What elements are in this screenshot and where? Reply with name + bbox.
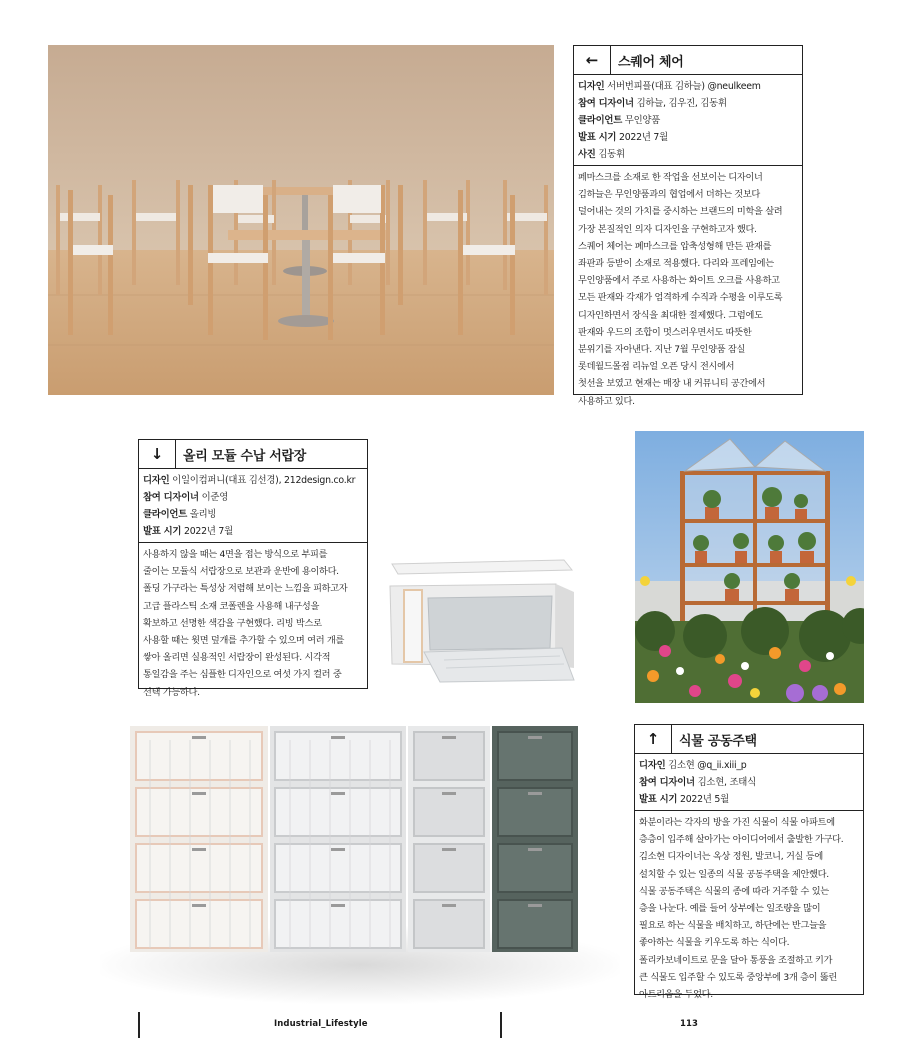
arrow-left-icon: ←: [574, 46, 611, 74]
body-line: 김하늘은 무인양품과의 협업에서 더하는 것보다: [578, 189, 760, 201]
credit-line: 발표 시기 2022년 7월: [578, 132, 668, 143]
box-header: [574, 46, 802, 75]
body-line: 김소현 디자이너는 옥상 정원, 발코니, 거실 등에: [639, 851, 823, 863]
body-line: 고급 플라스틱 소재 코폴렌을 사용해 내구성을: [143, 600, 320, 612]
credits: [635, 754, 863, 811]
credit-line: 참여 디자이너 김소현, 조태식: [639, 777, 756, 788]
body-line: 폴리카보네이트로 문을 달아 통풍을 조절하고 키가: [639, 954, 833, 966]
body-line: 사용할 때는 윗면 덮개를 추가할 수 있으며 여러 개를: [143, 635, 345, 647]
body-line: 설치할 수 있는 일종의 식물 공동주택을 제안했다.: [639, 868, 829, 880]
body-line: 필요로 하는 식물을 배치하고, 하단에는 반그늘을: [639, 920, 827, 932]
body-line: 분위기를 자아낸다. 지난 7월 무인양품 잠실: [578, 344, 746, 356]
olly-drawer-open-photo: [384, 556, 584, 684]
body-line: 무인양품에서 주로 사용하는 화이트 오크를 사용하고: [578, 275, 780, 287]
page-number: 113: [680, 1019, 699, 1029]
article-title: 식물 공동주택: [679, 733, 757, 749]
body-line: 폴딩 가구라는 특성상 저렴해 보이는 느낌을 피하고자: [143, 583, 348, 595]
body-line: 덜어내는 것의 가치를 중시하는 브랜드의 미학을 살려: [578, 206, 783, 218]
box-header: [139, 440, 367, 469]
body-line: 통일감을 주는 심플한 디자인으로 여섯 가지 컬러 중: [143, 669, 342, 681]
body-line: 화분이라는 각자의 방을 가진 식물이 식물 아파트에: [639, 817, 835, 828]
square-chair-photo: [48, 45, 554, 395]
article-title: 스퀘어 체어: [618, 54, 684, 70]
body-line: 페마스크를 소재로 한 작업을 선보이는 디자이너: [578, 172, 763, 183]
credit-line: 클라이언트 올리빙: [143, 509, 217, 520]
credits: [574, 75, 802, 166]
credit-line: 클라이언트 무인양품: [578, 115, 661, 126]
body-line: 첫선을 보였고 현재는 매장 내 커뮤니티 공간에서: [578, 378, 766, 390]
article-body: [635, 811, 863, 1005]
box-header: [635, 725, 863, 754]
olly-drawer-stack-photo: [100, 720, 620, 1020]
body-line: 아트리움을 두었다.: [639, 989, 713, 1001]
credit-line: 디자인 서버번피플(대표 김하늘) @neulkeem: [578, 81, 761, 92]
credit-line: 디자인 김소현 @q_ii.xiii_p: [639, 760, 747, 771]
body-line: 판재와 우드의 조합이 멋스러우면서도 따뜻한: [578, 326, 752, 338]
body-line: 모든 판재와 각재가 엄격하게 수직과 수평을 이루도록: [578, 292, 783, 304]
credit-line: 발표 시기 2022년 7월: [143, 526, 233, 537]
footer-rule-right: [500, 1012, 502, 1038]
credit-line: 참여 디자이너 김하늘, 김우진, 김동휘: [578, 98, 727, 109]
body-line: 큰 식물도 입주할 수 있도록 중앙부에 3개 층이 뚫린: [639, 971, 838, 983]
olly-drawer-info-box: [138, 439, 368, 698]
body-line: 선택 가능하다.: [143, 686, 200, 698]
credit-line: 디자인 이일이컴퍼니(대표 김선경), 212design.co.kr: [143, 475, 356, 486]
credit-line: 사진 김동휘: [578, 149, 625, 160]
body-line: 사용하지 않을 때는 4면을 접는 방식으로 부피를: [143, 549, 328, 560]
footer-rule-left: [138, 1012, 140, 1038]
body-line: 스퀘어 체어는 폐마스크를 압축성형해 만든 판재를: [578, 240, 772, 252]
body-line: 층을 나눈다. 예를 들어 상부에는 일조량을 많이: [639, 903, 821, 915]
body-line: 쌓아 올리면 실용적인 서랍장이 완성된다. 시각적: [143, 652, 331, 664]
body-line: 좋아하는 식물을 키우도록 하는 식이다.: [639, 937, 790, 949]
body-line: 사용하고 있다.: [578, 395, 635, 407]
credits: [139, 469, 367, 543]
article-body: [574, 166, 802, 412]
article-body: [139, 543, 367, 703]
body-line: 롯데월드몰점 리뉴얼 오픈 당시 전시에서: [578, 361, 735, 373]
arrow-down-icon: ↓: [139, 440, 176, 468]
plant-house-info-box: [634, 724, 864, 1001]
square-chair-info-box: [573, 45, 803, 407]
body-line: 좌판과 등받이 소재로 적용했다. 다리와 프레임에는: [578, 258, 774, 270]
body-line: 디자인하면서 장식을 최대한 절제했다. 그럼에도: [578, 309, 763, 321]
body-line: 층층이 입주해 살아가는 아이디어에서 출발한 가구다.: [639, 834, 844, 846]
credit-line: 참여 디자이너 이준영: [143, 492, 229, 503]
arrow-up-icon: ↑: [635, 725, 672, 753]
article-title: 올리 모듈 수납 서랍장: [183, 448, 306, 464]
body-line: 줄이는 모듈식 서랍장으로 보관과 운반에 용이하다.: [143, 566, 339, 578]
body-line: 확보하고 선명한 색감을 구현했다. 리빙 박스로: [143, 617, 322, 629]
body-line: 식물 공동주택은 식물의 종에 따라 거주할 수 있는: [639, 885, 829, 897]
footer-section-name: Industrial_Lifestyle: [274, 1019, 368, 1029]
plant-house-photo: [635, 431, 864, 703]
body-line: 가장 본질적인 의자 디자인을 구현하고자 했다.: [578, 223, 757, 235]
credit-line: 발표 시기 2022년 5월: [639, 794, 729, 805]
